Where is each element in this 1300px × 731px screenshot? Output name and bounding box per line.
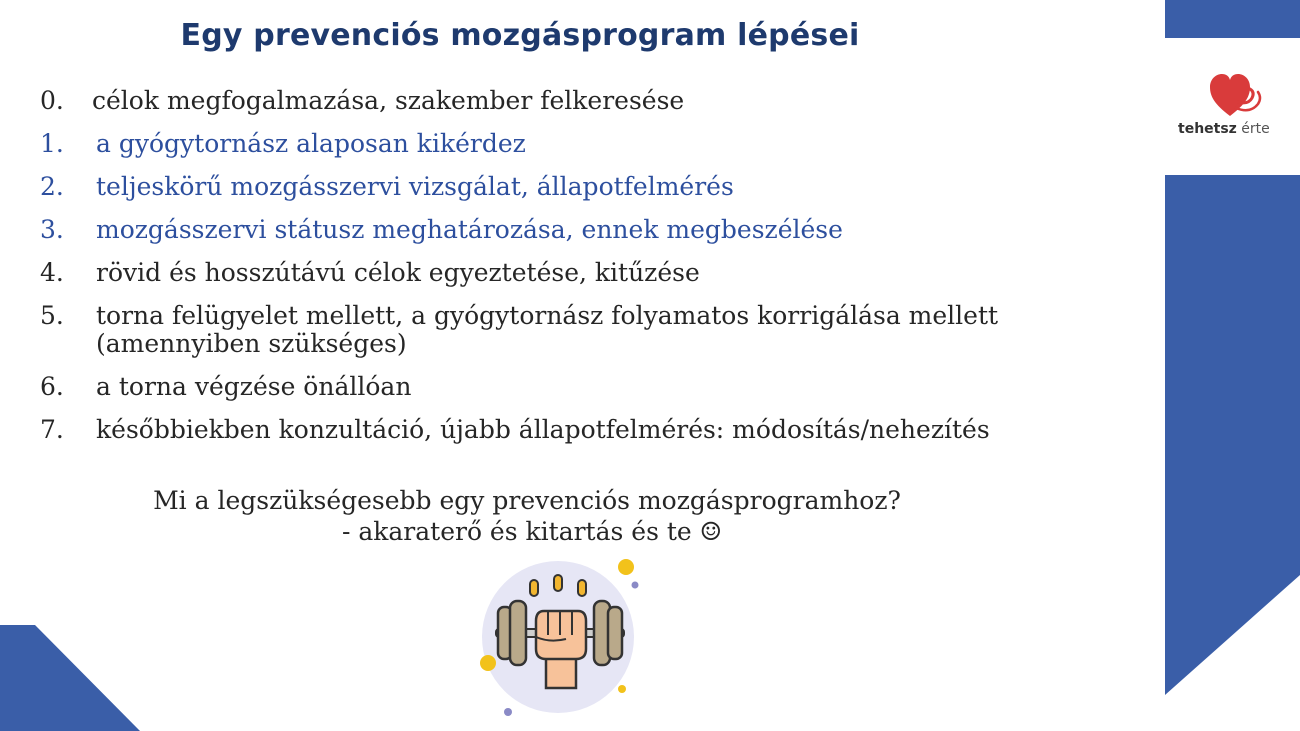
step-number: 6. (40, 372, 64, 401)
heart-icon (1208, 72, 1264, 120)
step-number: 0. (40, 86, 64, 115)
step-number: 2. (40, 172, 64, 201)
closing-text (60, 485, 994, 547)
bottom-left-blue-triangle (0, 625, 140, 731)
step-item (40, 302, 1086, 373)
step-text: rövid és hosszútávú célok egyeztetése, kitűzése (96, 258, 700, 287)
steps-list (40, 87, 1140, 459)
step-item (40, 216, 1140, 259)
step-item (40, 373, 1140, 416)
step-number: 4. (40, 258, 64, 287)
step-item (40, 416, 1140, 459)
logo (1172, 70, 1292, 150)
closing-question: Mi a legszükségesebb egy prevenciós mozgásprogramhoz? (153, 486, 901, 515)
right-blue-triangle (1165, 175, 1300, 695)
step-number: 7. (40, 415, 64, 444)
slide-title: Egy prevenciós mozgásprogram lépései (180, 18, 860, 53)
step-text: célok megfogalmazása, szakember felkeresése (92, 86, 685, 115)
step-text: a gyógytornász alaposan kikérdez (96, 129, 526, 158)
step-item (40, 87, 1140, 130)
step-text: a torna végzése önállóan (96, 372, 412, 401)
logo-text: tehetsz érte (1178, 121, 1270, 137)
step-number: 5. (40, 301, 64, 330)
step-number: 3. (40, 215, 64, 244)
step-number: 1. (40, 129, 64, 158)
top-right-blue-bar (1165, 0, 1300, 38)
step-item (40, 259, 1140, 302)
step-text: mozgásszervi státusz meghatározása, ennek megbeszélése (96, 215, 843, 244)
step-item (40, 173, 1140, 216)
step-text: torna felügyelet mellett, a gyógytornász folyamatos korrigálása mellett (amennyiben szükséges) (96, 301, 999, 358)
step-item (40, 130, 1140, 173)
step-text: későbbiekben konzultáció, újabb állapotfelmérés: módosítás/nehezítés (96, 415, 990, 444)
closing-answer: - akaraterő és kitartás és te ☺ (341, 517, 723, 546)
step-text: teljeskörű mozgásszervi vizsgálat, állapotfelmérés (96, 172, 734, 201)
fist-dumbbell-icon (470, 555, 650, 720)
